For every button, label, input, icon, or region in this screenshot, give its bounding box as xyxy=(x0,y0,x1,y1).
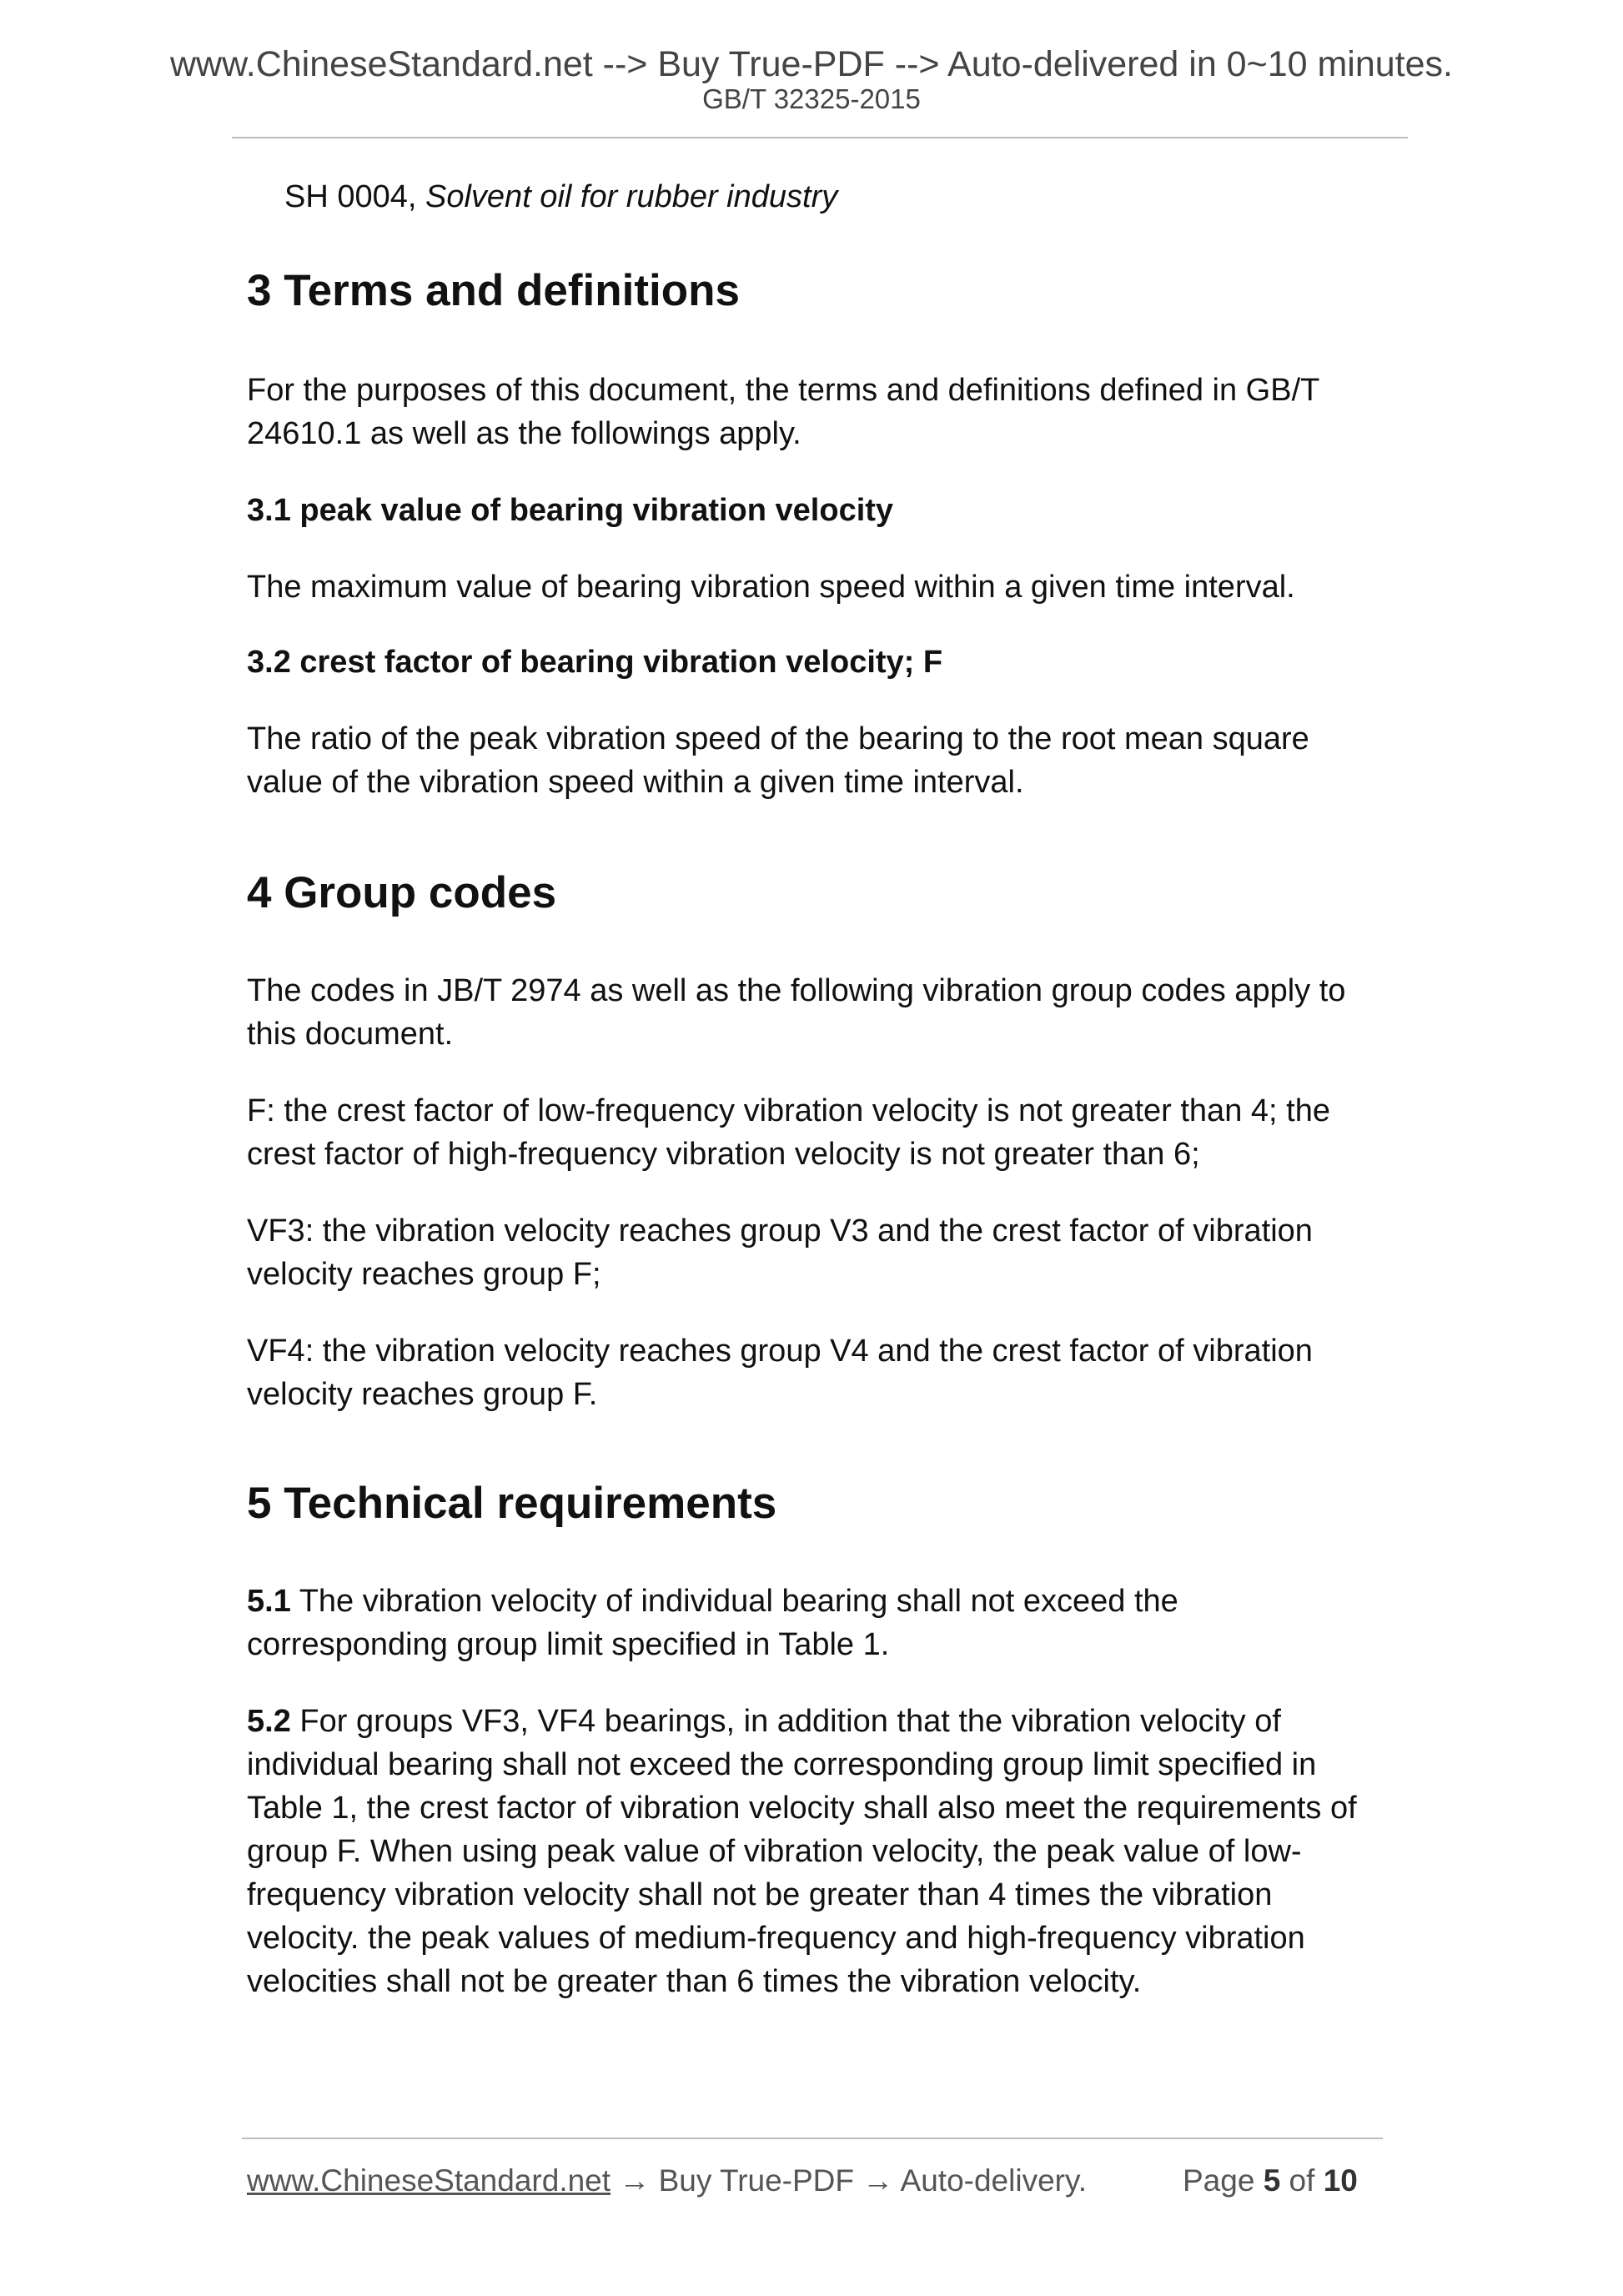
text-line: value of the vibration speed within a given time interval. xyxy=(247,765,1024,800)
text-line: corresponding group limit specified in Table 1. xyxy=(247,1627,890,1662)
text-line: velocity reaches group F; xyxy=(247,1257,601,1292)
text-line xyxy=(247,1700,1388,1743)
standard-code: GB/T 32325-2015 xyxy=(702,83,921,114)
section-4-heading: 4 Group codes xyxy=(247,868,557,917)
text-line: F: the crest factor of low-frequency vibration velocity is not greater than 4; the xyxy=(247,1093,1330,1128)
text-line: Table 1, the crest factor of vibration velocity shall also meet the requirements of xyxy=(247,1791,1357,1826)
clause-text: The vibration velocity of individual bearing shall not exceed the xyxy=(290,1584,1178,1619)
footer-divider xyxy=(242,2138,1383,2139)
text-line: crest factor of high-frequency vibration velocity is not greater than 6; xyxy=(247,1137,1200,1172)
section-4-intro xyxy=(247,969,1388,1056)
clause-number: 5.2 xyxy=(247,1704,291,1739)
text-line: The ratio of the peak vibration speed of the bearing to the root mean square xyxy=(247,721,1309,756)
page-current: 5 xyxy=(1263,2163,1281,2198)
header-divider xyxy=(232,137,1408,138)
arrow-icon: → xyxy=(611,2163,659,2198)
group-code-f xyxy=(247,1089,1388,1176)
clause-5-2 xyxy=(247,1700,1388,2003)
group-code-vf3 xyxy=(247,1209,1388,1296)
text-line: 24610.1 as well as the followings apply. xyxy=(247,416,801,451)
page-total: 10 xyxy=(1323,2163,1358,2198)
page-label: Page xyxy=(1183,2163,1264,2198)
clause-number: 5.1 xyxy=(247,1584,291,1619)
footer-delivery-text: Auto-delivery. xyxy=(900,2163,1088,2198)
reference-title: Solvent oil for rubber industry xyxy=(425,179,838,214)
text-line: The codes in JB/T 2974 as well as the following vibration group codes apply to xyxy=(247,973,1346,1008)
reference-code: SH 0004, xyxy=(284,179,425,214)
footer-link[interactable]: www.ChineseStandard.net xyxy=(247,2163,611,2198)
section-3-intro xyxy=(247,369,1388,455)
text-line: individual bearing shall not exceed the corresponding group limit specified in xyxy=(247,1747,1317,1782)
text-line xyxy=(247,1580,1388,1623)
footer-buy-text: Buy True-PDF xyxy=(658,2163,855,2198)
section-5-heading: 5 Technical requirements xyxy=(247,1479,777,1528)
clause-5-1 xyxy=(247,1580,1388,1666)
text-line: velocity reaches group F. xyxy=(247,1377,598,1412)
text-line: this document. xyxy=(247,1017,454,1052)
text-line: VF4: the vibration velocity reaches group V4 and the crest factor of vibration xyxy=(247,1334,1313,1369)
term-3-1-heading: 3.1 peak value of bearing vibration velocity xyxy=(247,493,894,528)
term-3-2-definition xyxy=(247,717,1388,804)
text-line: group F. When using peak value of vibration velocity, the peak value of low- xyxy=(247,1834,1302,1869)
footer-promo xyxy=(247,2162,1087,2200)
term-3-1-definition: The maximum value of bearing vibration speed within a given time interval. xyxy=(247,570,1295,605)
page-of: of xyxy=(1280,2163,1324,2198)
normative-reference xyxy=(284,175,837,219)
page-number xyxy=(1183,2162,1358,2200)
header-banner: www.ChineseStandard.net --> Buy True-PDF --> Auto-delivered in 0~10 minutes. xyxy=(169,44,1453,84)
text-line: For the purposes of this document, the terms and definitions defined in GB/T xyxy=(247,373,1320,408)
text-line: frequency vibration velocity shall not be greater than 4 times the vibration xyxy=(247,1877,1273,1912)
clause-text: For groups VF3, VF4 bearings, in addition that the vibration velocity of xyxy=(290,1704,1281,1739)
section-3-heading: 3 Terms and definitions xyxy=(247,266,740,315)
arrow-icon: → xyxy=(854,2163,901,2198)
group-code-vf4 xyxy=(247,1329,1388,1416)
text-line: velocities shall not be greater than 6 times the vibration velocity. xyxy=(247,1964,1142,1999)
term-3-2-heading: 3.2 crest factor of bearing vibration velocity; F xyxy=(247,645,943,680)
text-line: VF3: the vibration velocity reaches group V3 and the crest factor of vibration xyxy=(247,1213,1313,1248)
text-line: velocity. the peak values of medium-frequency and high-frequency vibration xyxy=(247,1921,1305,1956)
